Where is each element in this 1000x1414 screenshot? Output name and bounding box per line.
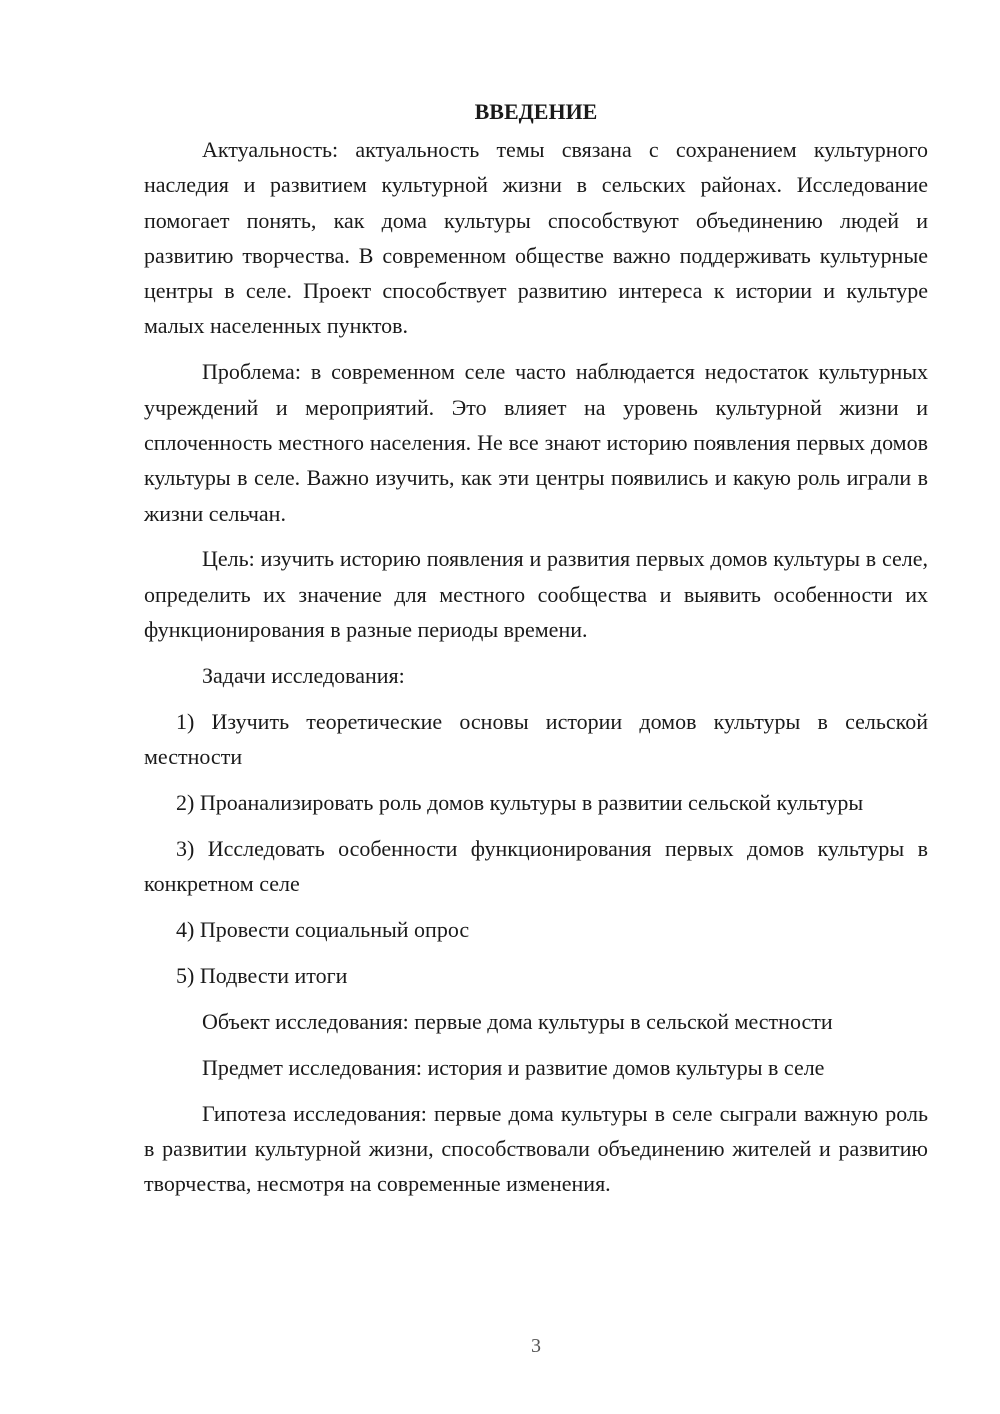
research-subject: Предмет исследования: история и развитие домов культуры в селе bbox=[202, 1054, 825, 1080]
task-item-1: 1) Изучить теоретические основы истории домов культуры в сельской местности bbox=[144, 708, 928, 770]
research-hypothesis: Гипотеза исследования: первые дома культуры в селе сыграли важную роль в развитии культурной жизни, способствовали объединению жителей и развитию творчества, несмотря на современные изменения. bbox=[144, 1100, 928, 1197]
task-item-5: 5) Подвести итоги bbox=[176, 962, 348, 988]
relevance-paragraph: Актуальность: актуальность темы связана с сохранением культурного наследия и развитием культурной жизни в сельских районах. Исследование помогает понять, как дома культуры способствуют объединению людей и развитию творчества. В современном обществе важно поддерживать культурные центры в селе. Проект способствует развитию интереса к истории и культуре малых населенных пунктов. bbox=[144, 137, 928, 339]
page-title: ВВЕДЕНИЕ bbox=[474, 99, 598, 124]
task-item-3: 3) Исследовать особенности функционирования первых домов культуры в конкретном селе bbox=[144, 835, 928, 897]
problem-paragraph: Проблема: в современном селе часто наблюдается недостаток культурных учреждений и мероприятий. Это влияет на уровень культурной жизни и сплоченность местного населения. Не все знают историю появления первых домов культуры в селе. Важно изучить, как эти центры появились и какую роль играли в жизни сельчан. bbox=[144, 359, 928, 526]
task-item-2: 2) Проанализировать роль домов культуры в развитии сельской культуры bbox=[176, 790, 864, 816]
tasks-heading: Задачи исследования: bbox=[202, 662, 405, 688]
research-object: Объект исследования: первые дома культуры в сельской местности bbox=[202, 1008, 833, 1034]
page-content bbox=[144, 92, 928, 1212]
goal-paragraph: Цель: изучить историю появления и развития первых домов культуры в селе, определить их значение для местного сообщества и выявить особенности их функционирования в разные периоды времени. bbox=[144, 546, 928, 643]
task-item-4: 4) Провести социальный опрос bbox=[176, 917, 470, 943]
page-number: 3 bbox=[531, 1335, 541, 1357]
